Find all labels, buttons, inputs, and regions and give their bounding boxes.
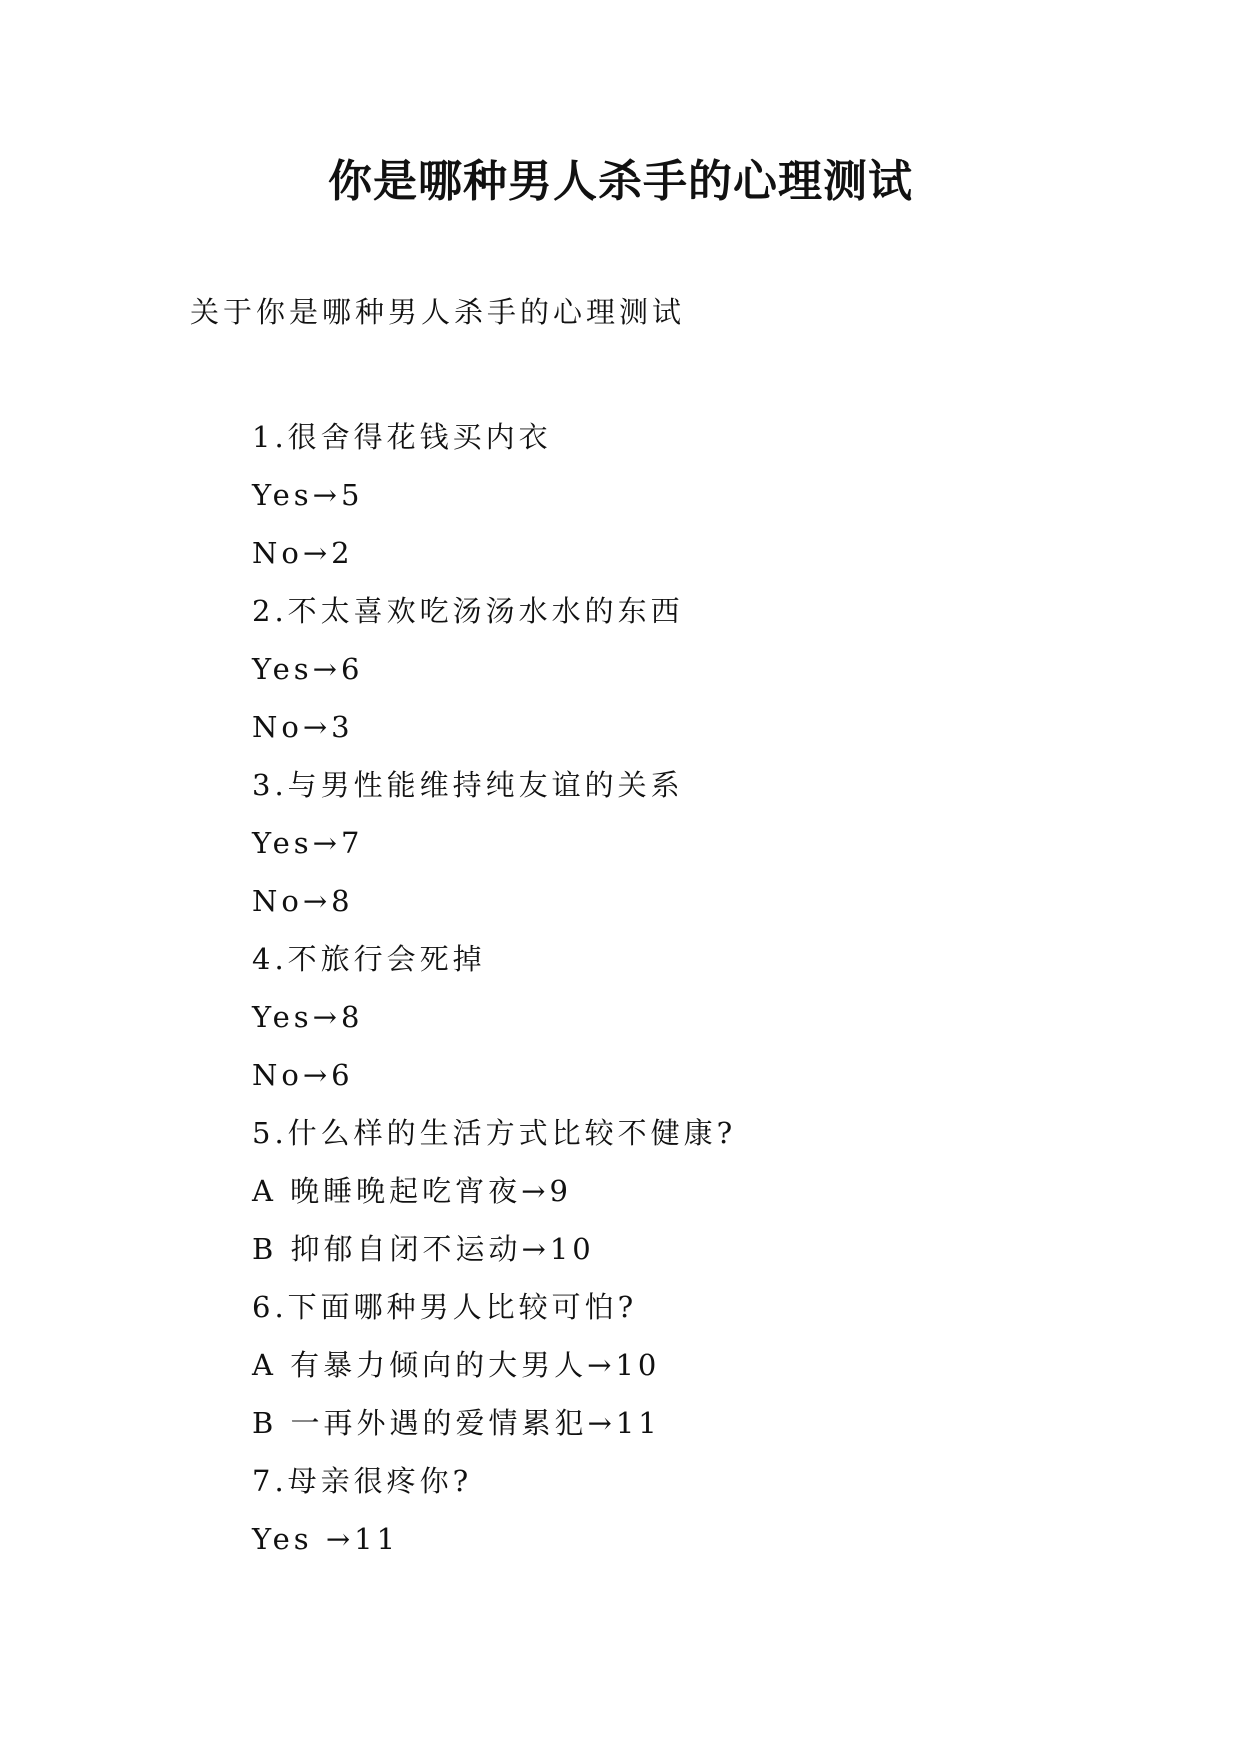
intro-text: 关于你是哪种男人杀手的心理测试 — [190, 295, 686, 329]
answer-line: B 抑郁自闭不运动→10 — [252, 1232, 595, 1266]
question-7: 7.母亲很疼你? — [252, 1464, 473, 1498]
question-3: 3.与男性能维持纯友谊的关系 — [252, 768, 684, 802]
answer-line: B 一再外遇的爱情累犯→11 — [252, 1406, 661, 1440]
question-2: 2.不太喜欢吃汤汤水水的东西 — [252, 594, 684, 628]
answer-line: Yes→5 — [252, 478, 364, 512]
answer-line: No→6 — [252, 1058, 354, 1092]
answer-line: Yes→6 — [252, 652, 364, 686]
question-6: 6.下面哪种男人比较可怕? — [252, 1290, 638, 1324]
answer-line: A 有暴力倾向的大男人→10 — [252, 1348, 661, 1382]
question-1: 1.很舍得花钱买内衣 — [252, 420, 552, 454]
page-title: 你是哪种男人杀手的心理测试 — [328, 156, 913, 207]
answer-line: Yes →11 — [252, 1522, 400, 1556]
answer-line: Yes→7 — [252, 826, 364, 860]
answer-line: No→3 — [252, 710, 354, 744]
question-list — [252, 408, 736, 1568]
question-5: 5.什么样的生活方式比较不健康? — [252, 1116, 737, 1150]
answer-line: No→2 — [252, 536, 354, 570]
question-4: 4.不旅行会死掉 — [252, 942, 486, 976]
answer-line: No→8 — [252, 884, 354, 918]
answer-line: Yes→8 — [252, 1000, 364, 1034]
answer-line: A 晚睡晚起吃宵夜→9 — [252, 1174, 572, 1208]
